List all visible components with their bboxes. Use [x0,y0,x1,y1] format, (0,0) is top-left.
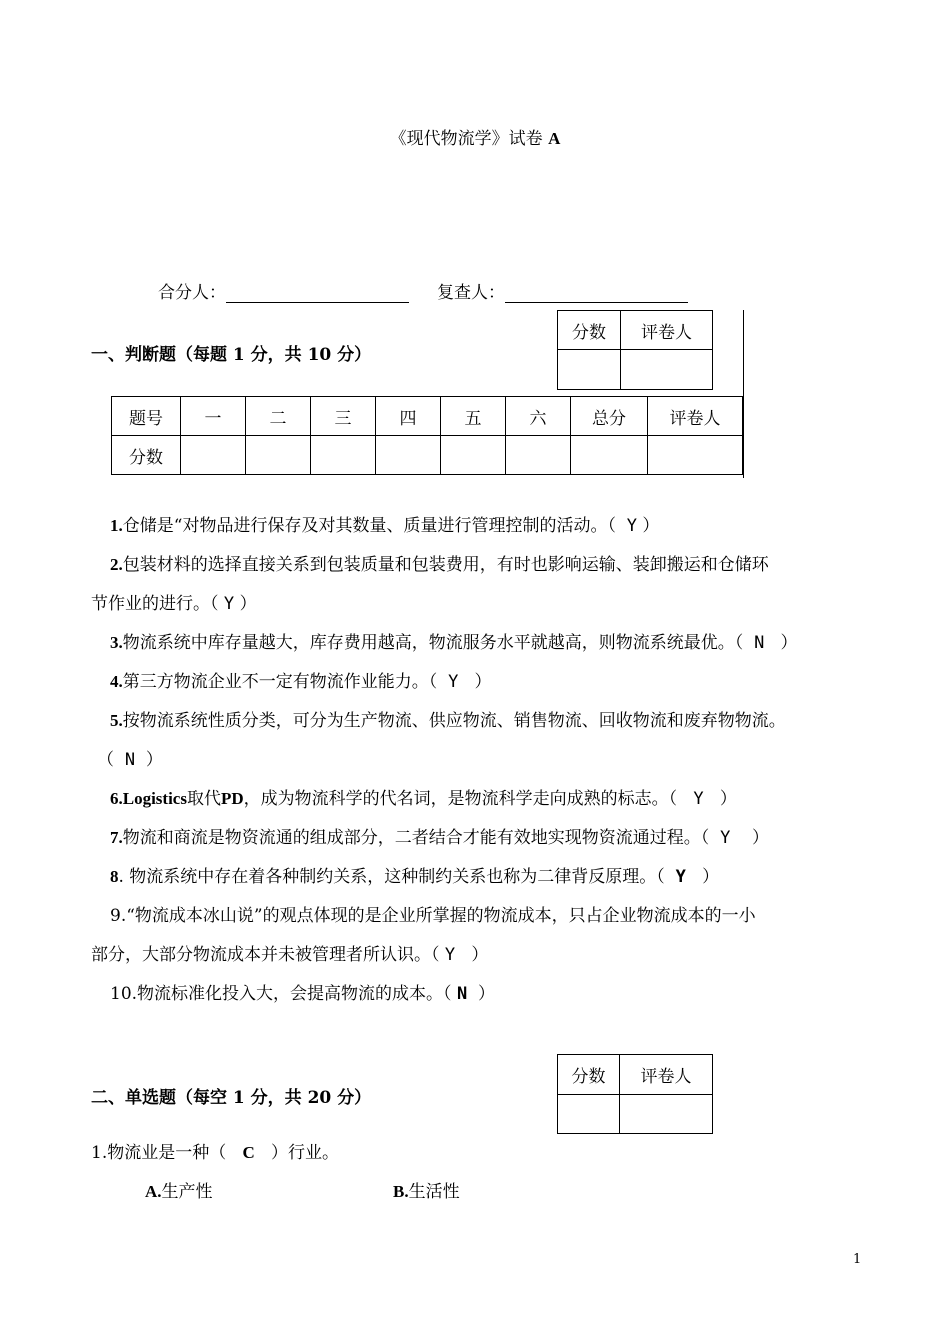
summary-header: 总分 [571,397,648,436]
summary-cell [246,436,311,475]
summary-cell [441,436,506,475]
summary-header: 二 [246,397,311,436]
summary-header: 四 [376,397,441,436]
fucha-signature: 复查人： [437,278,688,303]
summary-row-label: 分数 [112,436,181,475]
tf-question-1: 1.仓储是“对物品进行保存及对其数量、质量进行管理控制的活动。（ Y ） [110,516,660,536]
score-cell [558,1095,620,1134]
tf-question-4: 4.第三方物流企业不一定有物流作业能力。（ Y ） [110,672,492,692]
tf-question-10: 10.物流标准化投入大，会提高物流的成本。（ N ） [110,984,496,1004]
score-cell [558,350,621,390]
summary-header: 六 [506,397,571,436]
summary-cell [571,436,648,475]
exam-title: 《现代物流学》试卷 A [389,129,561,149]
tf-question-2: 2.包装材料的选择直接关系到包装质量和包装费用，有时也影响运输、装卸搬运和仓储环 [110,555,769,575]
hefen-signature-line [226,282,409,303]
summary-table [111,396,743,475]
section2-score-table [557,1054,713,1134]
tf-question-8: 8. 物流系统中存在着各种制约关系，这种制约关系也称为二律背反原理。（ Y ） [110,867,720,887]
summary-cell [648,436,743,475]
tf-question-9: 9.“物流成本冰山说”的观点体现的是企业所掌握的物流成本，只占企业物流成本的一小 [110,906,756,926]
summary-cell [376,436,441,475]
summary-header: 三 [311,397,376,436]
mc-option-b: B.生活性 [393,1182,460,1202]
grader-label: 评卷人 [620,1055,713,1095]
grader-label: 评卷人 [621,311,713,350]
section2-heading: 二、单选题（每空 1 分，共 20 分） [91,1088,372,1108]
mc-option-a: A.生产性 [145,1182,213,1202]
summary-header: 评卷人 [648,397,743,436]
mc-question-1: 1.物流业是一种（ C ）行业。 [91,1143,339,1163]
tf-question-2-cont: 节作业的进行。（ Y ） [91,594,257,614]
score-label: 分数 [558,1055,620,1095]
tf-question-6: 6.Logistics取代PD，成为物流科学的代名词，是物流科学走向成熟的标志。（ Y ） [110,789,737,809]
hefen-signature: 合分人： [158,278,409,303]
tf-question-3: 3.物流系统中库存量越大，库存费用越高，物流服务水平就越高，则物流系统最优。（ N ） [110,633,798,653]
margin-rule [743,310,744,478]
summary-header: 五 [441,397,506,436]
summary-cell [311,436,376,475]
tf-question-7: 7.物流和商流是物资流通的组成部分，二者结合才能有效地实现物资流通过程。（ Y ） [110,828,769,848]
section1-heading: 一、判断题（每题 1 分，共 10 分） [91,345,372,365]
score-label: 分数 [558,311,621,350]
grader-cell [621,350,713,390]
summary-header: 题号 [112,397,181,436]
grader-cell [620,1095,713,1134]
fucha-signature-line [505,282,688,303]
summary-header: 一 [181,397,246,436]
tf-question-9-cont: 部分，大部分物流成本并未被管理者所认识。（ Y ） [91,945,489,965]
tf-question-5-cont: （ N ） [97,750,163,770]
summary-cell [181,436,246,475]
tf-question-5: 5.按物流系统性质分类，可分为生产物流、供应物流、销售物流、回收物流和废弃物物流。 [110,711,786,731]
page-number: 1 [853,1252,862,1267]
section1-score-table [557,310,713,390]
summary-cell [506,436,571,475]
